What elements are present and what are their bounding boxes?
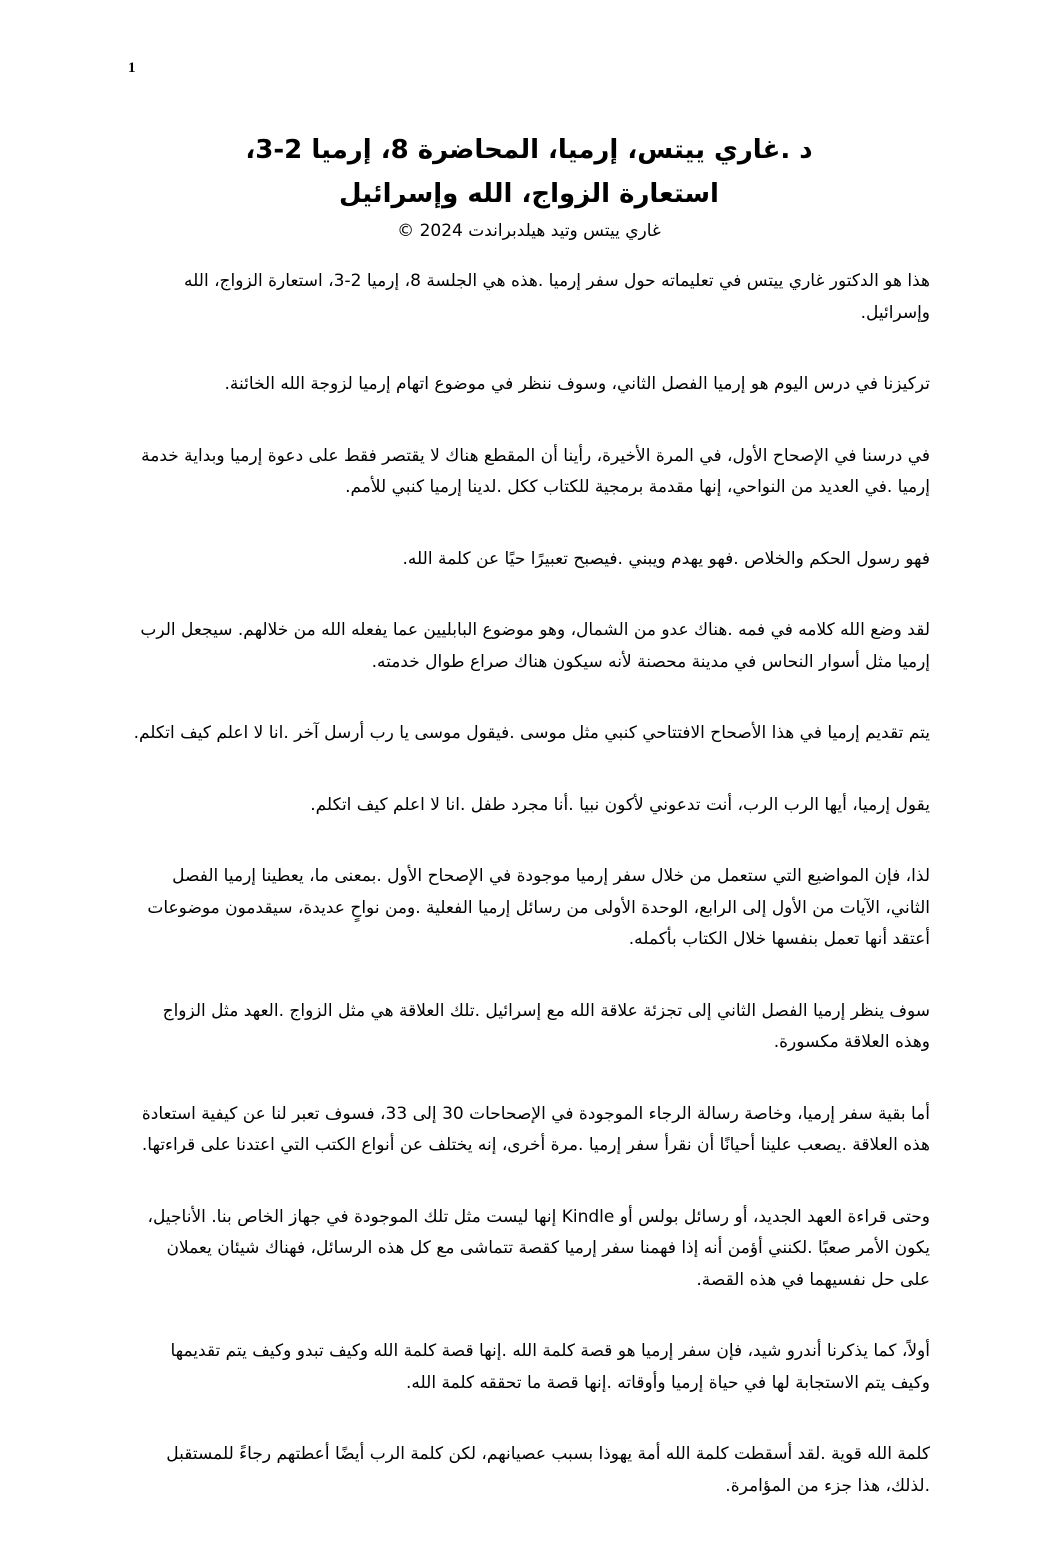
paragraph: هذا هو الدكتور غاري ييتس في تعليماته حول سفر إرميا .هذه هي الجلسة 8، إرميا 2-3، استعارة الزواج، الله وإسرائيل. bbox=[184, 271, 930, 323]
paragraph: وحتى قراءة العهد الجديد، أو رسائل بولس أو Kindle إنها ليست مثل تلك الموجودة في جهاز الخاص بنا. الأناجيل، يكون الأمر صعبًا .لكنني أؤمن أنه إذا فهمنا سفر إرميا كقصة تتماشى مع كل هذه الرسائل، فهناك شيئان يعملان على حل نفسيهما في هذه القصة. bbox=[147, 1206, 930, 1290]
title-line-1: د .غاري ييتس، إرميا، المحاضرة 8، إرميا 2-3، bbox=[245, 135, 813, 165]
title-line-2: استعارة الزواج، الله وإسرائيل bbox=[339, 179, 719, 209]
paragraph: لقد وضع الله كلامه في فمه .هناك عدو من الشمال، وهو موضوع البابليين عما يفعله الله من خلالهم. سيجعل الرب إرميا مثل أسوار النحاس في مدينة محصنة لأنه سيكون هناك صراع طوال خدمته. bbox=[140, 620, 930, 672]
paragraph: يقول إرميا، أيها الرب الرب، أنت تدعوني لأكون نبيا .أنا مجرد طفل .انا لا اعلم كيف اتكلم. bbox=[310, 794, 930, 815]
paragraph: أولاً، كما يذكرنا أندرو شيد، فإن سفر إرميا هو قصة كلمة الله .إنها قصة كلمة الله وكيف تبدو وكيف يتم تقديمها وكيف يتم الاستجابة لها في حياة إرميا وأوقاته .إنها قصة ما تحققه كلمة الله. bbox=[170, 1341, 930, 1393]
document-body bbox=[132, 266, 930, 1542]
paragraph: تركيزنا في درس اليوم هو إرميا الفصل الثاني، وسوف ننظر في موضوع اتهام إرميا لزوجة الله الخائنة. bbox=[224, 374, 930, 394]
page-number: 1 bbox=[128, 60, 136, 76]
copyright-line: غاري ييتس وتيد هيلدبراندت 2024 © bbox=[397, 221, 661, 241]
document-header bbox=[0, 128, 1058, 244]
paragraph: في درسنا في الإصحاح الأول، في المرة الأخيرة، رأينا أن المقطع هناك لا يقتصر فقط على دعوة إرميا وبداية خدمة إرميا .في العديد من النواحي، إنها مقدمة برمجية للكتاب ككل .لدينا إرميا كنبي للأمم. bbox=[141, 445, 930, 497]
paragraph: يتم تقديم إرميا في هذا الأصحاح الافتتاحي كنبي مثل موسى .فيقول موسى يا رب أرسل آخر .انا لا اعلم كيف اتكلم. bbox=[133, 723, 930, 743]
paragraph: كلمة الله قوية .لقد أسقطت كلمة الله أمة يهوذا بسبب عصيانهم، لكن كلمة الرب أيضًا أعطتهم رجاءً للمستقبل .لذلك، هذا جزء من المؤامرة. bbox=[166, 1444, 930, 1496]
paragraph: فهو رسول الحكم والخلاص .فهو يهدم ويبني .فيصبح تعبيرًا حيًا عن كلمة الله. bbox=[402, 548, 930, 569]
paragraph: سوف ينظر إرميا الفصل الثاني إلى تجزئة علاقة الله مع إسرائيل .تلك العلاقة هي مثل الزواج .العهد مثل الزواج وهذه العلاقة مكسورة. bbox=[162, 1000, 930, 1052]
paragraph: لذا، فإن المواضيع التي ستعمل من خلال سفر إرميا موجودة في الإصحاح الأول .بمعنى ما، يعطينا إرميا الفصل الثاني، الآيات من الأول إلى الرابع، الوحدة الأولى من رسائل إرميا الفعلية .ومن نواحٍ عديدة، سيقدمون موضوعات أعتقد أنها تعمل بنفسها خلال الكتاب بأكمله. bbox=[147, 866, 930, 949]
paragraph: أما بقية سفر إرميا، وخاصة رسالة الرجاء الموجودة في الإصحاحات 30 إلى 33، فسوف تعبر لنا عن كيفية استعادة هذه العلاقة .يصعب علينا أحيانًا أن نقرأ سفر إرميا .مرة أخرى، إنه يختلف عن أنواع الكتب التي اعتدنا على قراءتها. bbox=[141, 1103, 930, 1155]
